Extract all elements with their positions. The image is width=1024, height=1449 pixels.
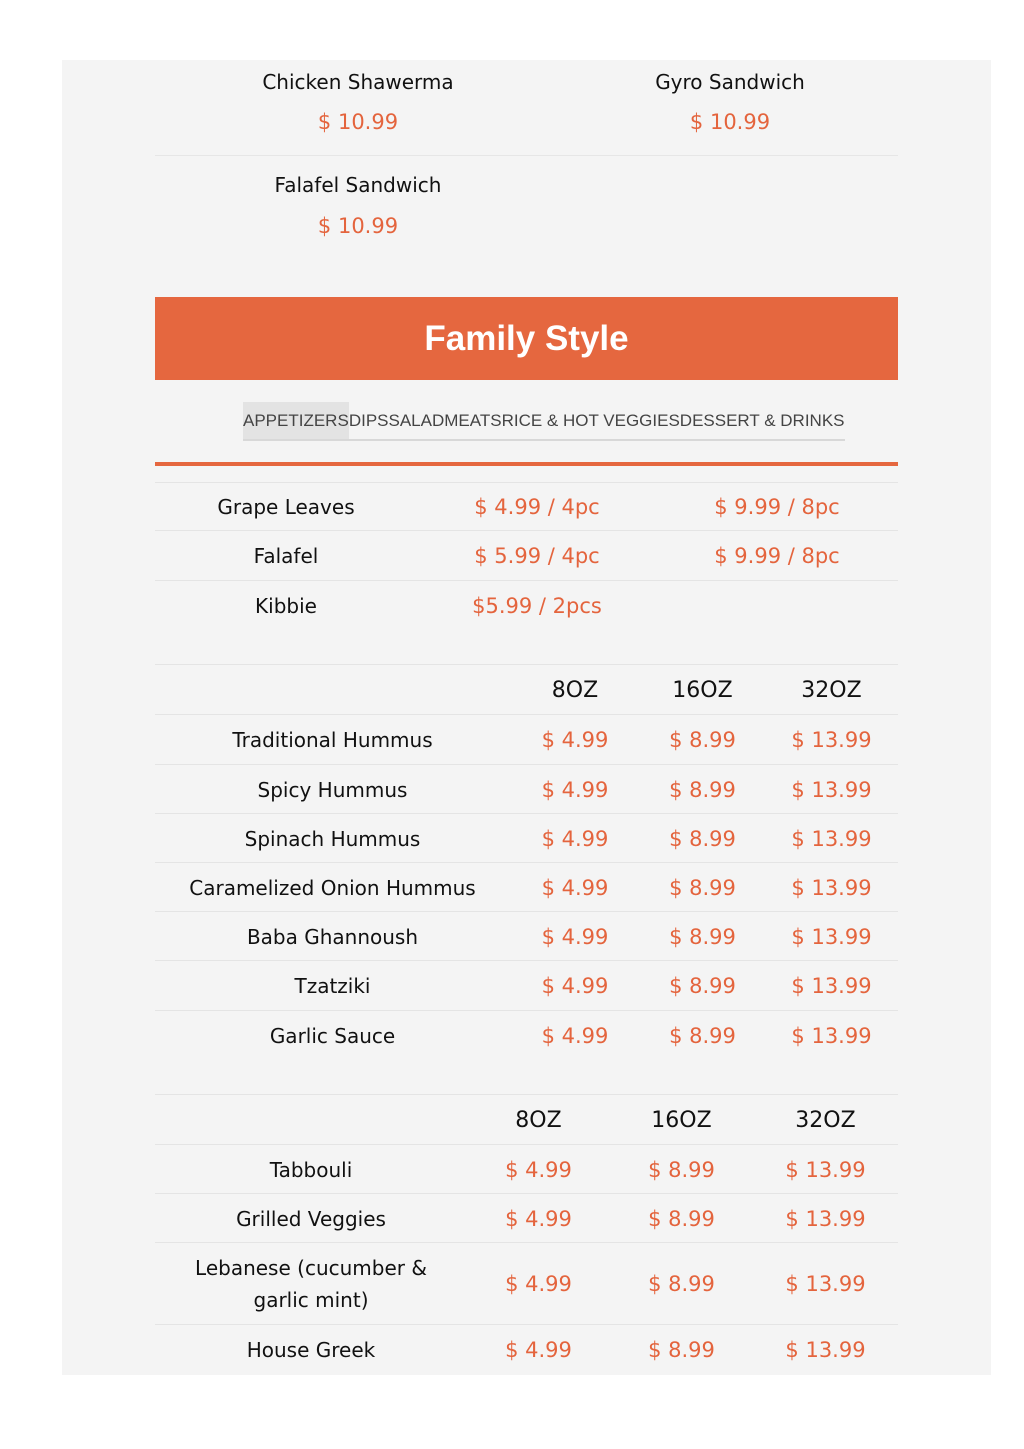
item-price: $ 8.99: [648, 1272, 715, 1296]
item-price: $ 8.99: [648, 1157, 715, 1182]
table-row: [155, 1324, 898, 1375]
column-header: 8OZ: [551, 677, 599, 703]
item-price: $ 4.99: [505, 1338, 572, 1362]
table-row: [155, 1010, 898, 1061]
item-name: Falafel: [253, 544, 319, 568]
item-name: Caramelized Onion Hummus: [189, 875, 476, 900]
sandwich-name: Chicken Shawerma: [262, 70, 454, 94]
table-row: [155, 714, 898, 765]
table-header-row: [155, 1094, 898, 1145]
item-name: Traditional Hummus: [232, 728, 433, 752]
divider: [155, 155, 898, 156]
item-price: $ 4.99: [541, 974, 609, 998]
table-row: [155, 1144, 898, 1194]
item-price: $ 4.99: [541, 777, 609, 802]
item-price: $ 13.99: [785, 1206, 866, 1231]
item-price: $ 8.99: [669, 974, 736, 998]
item-price: $ 8.99: [648, 1206, 715, 1231]
section-banner: [155, 297, 898, 380]
item-price: $ 8.99: [669, 728, 736, 752]
table-row: [155, 813, 898, 863]
sandwich-price: $ 10.99: [689, 110, 771, 134]
item-name: Spicy Hummus: [257, 777, 408, 802]
item-price: $ 4.99: [541, 1024, 609, 1048]
item-price: $ 8.99: [669, 777, 736, 802]
category-tabs: [243, 402, 845, 441]
item-price: $ 4.99: [505, 1272, 572, 1296]
item-price: $ 4.99: [505, 1206, 572, 1231]
item-price: $ 4.99: [541, 924, 609, 949]
item-price: $ 5.99 / 4pc: [474, 544, 600, 568]
table-row: [155, 960, 898, 1011]
table-row: [155, 1193, 898, 1243]
item-price: $ 13.99: [785, 1157, 866, 1182]
table-row: [155, 1242, 898, 1325]
item-price: $ 8.99: [669, 924, 736, 949]
table-row: [155, 764, 898, 814]
table-row: [155, 580, 898, 631]
item-name: Tabbouli: [269, 1157, 353, 1182]
menu-panel: [62, 60, 991, 1375]
item-price: [657, 581, 897, 631]
item-price: $ 13.99: [785, 1338, 866, 1362]
item-name: Grilled Veggies: [236, 1206, 386, 1231]
item-price: $ 13.99: [791, 875, 872, 900]
item-price: $ 9.99 / 8pc: [714, 495, 840, 519]
item-price: $ 13.99: [791, 777, 872, 802]
tab-meats[interactable]: MEATS: [444, 411, 502, 430]
item-name: Kibbie: [255, 594, 317, 618]
item-price: $ 13.99: [785, 1272, 866, 1296]
sandwich-name: Falafel Sandwich: [274, 173, 442, 197]
item-price: $ 4.99: [541, 826, 609, 851]
tab-rice-hot-veggies[interactable]: RICE & HOT VEGGIES: [501, 411, 680, 430]
section-title: Family Style: [424, 318, 629, 358]
table-row: [155, 482, 898, 531]
item-price: $ 13.99: [791, 974, 872, 998]
table-header-row: [155, 664, 898, 715]
column-header: 16OZ: [651, 1107, 712, 1133]
sandwich-name: Gyro Sandwich: [655, 70, 805, 94]
item-price: $ 13.99: [791, 1024, 872, 1048]
item-price: $ 13.99: [791, 924, 872, 949]
item-price: $ 4.99: [541, 875, 609, 900]
item-name: Baba Ghannoush: [246, 924, 419, 949]
sandwich-price: $ 10.99: [317, 214, 399, 238]
column-header: 32OZ: [795, 1107, 856, 1133]
column-header: 8OZ: [515, 1107, 562, 1133]
column-header: 16OZ: [672, 677, 733, 703]
item-price: $ 4.99: [541, 728, 609, 752]
item-name: Tzatziki: [294, 974, 371, 998]
item-name: Spinach Hummus: [244, 826, 421, 851]
item-price: $ 4.99: [505, 1157, 572, 1182]
item-name: Garlic Sauce: [269, 1024, 396, 1048]
item-name: House Greek: [246, 1338, 376, 1362]
item-price: $5.99 / 2pcs: [472, 594, 602, 618]
tab-dessert-drinks[interactable]: DESSERT & DRINKS: [679, 411, 845, 430]
column-header: 32OZ: [801, 677, 862, 703]
tab-appetizers[interactable]: APPETIZERS: [243, 402, 349, 439]
tab-underline: [155, 462, 898, 466]
tab-salad[interactable]: SALAD: [388, 411, 445, 430]
item-price: $ 13.99: [791, 826, 872, 851]
table-row: [155, 530, 898, 581]
item-price: $ 4.99 / 4pc: [474, 495, 600, 519]
table-row: [155, 862, 898, 912]
table-row: [155, 911, 898, 961]
sandwich-price: $ 10.99: [317, 110, 399, 134]
item-price: $ 8.99: [669, 1024, 736, 1048]
item-price: $ 9.99 / 8pc: [714, 544, 840, 568]
tab-dips[interactable]: DIPS: [348, 411, 389, 430]
item-price: $ 13.99: [791, 728, 872, 752]
item-price: $ 8.99: [669, 826, 736, 851]
item-price: $ 8.99: [669, 875, 736, 900]
item-name: Grape Leaves: [217, 495, 355, 519]
item-price: $ 8.99: [648, 1338, 715, 1362]
item-name: Lebanese (cucumber & garlic mint): [195, 1256, 427, 1312]
